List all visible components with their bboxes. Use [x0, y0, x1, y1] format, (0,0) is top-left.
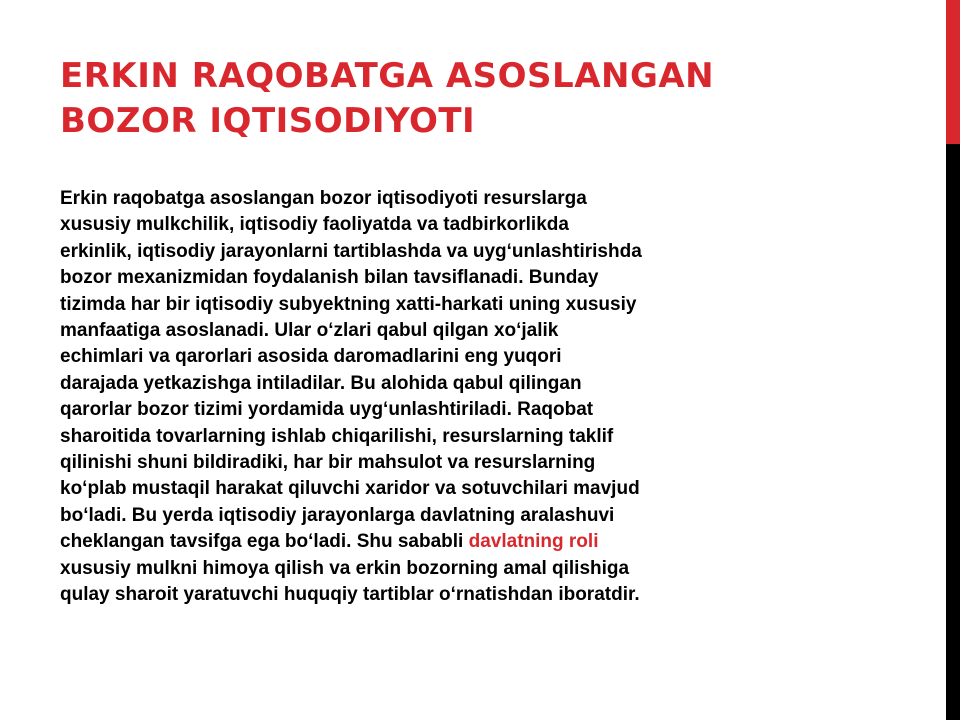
body-line: tizimda har bir iqtisodiy subyektning xatti-harkati uning xususiy	[60, 293, 637, 315]
body-line: darajada yetkazishga intiladilar. Bu alohida qabul qilingan	[60, 372, 582, 394]
body-line: erkinlik, iqtisodiy jarayonlarni tartiblashda va uyg‘unlashtirishda	[60, 240, 642, 262]
body-line: bozor mexanizmidan foydalanish bilan tavsiflanadi. Bunday	[60, 267, 599, 289]
body-line: manfaatiga asoslanadi. Ular o‘zlari qabul qilgan xo‘jalik	[60, 320, 559, 342]
body-line-highlighted	[60, 529, 840, 555]
body-line: sharoitida tovarlarning ishlab chiqarilishi, resurslarning taklif	[60, 425, 614, 447]
body-line: Erkin raqobatga asoslangan bozor iqtisodiyoti resurslarga	[60, 188, 587, 209]
body-line: ko‘plab mustaqil harakat qiluvchi xaridor va sotuvchilari mavjud	[60, 478, 640, 500]
body-line: echimlari va qarorlari asosida daromadlarini eng yuqori	[60, 346, 562, 368]
body-line: bo‘ladi. Bu yerda iqtisodiy jarayonlarga davlatning aralashuvi	[60, 504, 615, 526]
body-line: xususiy mulkchilik, iqtisodiy faoliyatda va tadbirkorlikda	[60, 214, 569, 236]
body-line: qulay sharoit yaratuvchi huquqiy tartiblar o‘rnatishdan iboratdir.	[60, 584, 640, 606]
body-line-start: cheklangan tavsifga ega bo‘ladi. Shu sababli	[60, 531, 469, 553]
accent-bar-red	[946, 0, 960, 144]
body-line: qarorlar bozor tizimi yordamida uyg‘unlashtiriladi. Raqobat	[60, 399, 594, 421]
highlighted-phrase: davlatning roli	[468, 531, 599, 553]
title-line-2: BOZOR IQTISODIYOTI	[60, 101, 476, 141]
body-line: qilinishi shuni bildiradiki, har bir mahsulot va resurslarning	[60, 452, 596, 474]
body-line: xususiy mulkni himoya qilish va erkin bozorning amal qilishiga	[60, 557, 630, 579]
body-text	[60, 186, 840, 609]
title-line-1: ERKIN RAQOBATGA ASOSLANGAN	[60, 56, 715, 96]
accent-bar-black	[946, 144, 960, 720]
slide-title	[60, 54, 920, 144]
